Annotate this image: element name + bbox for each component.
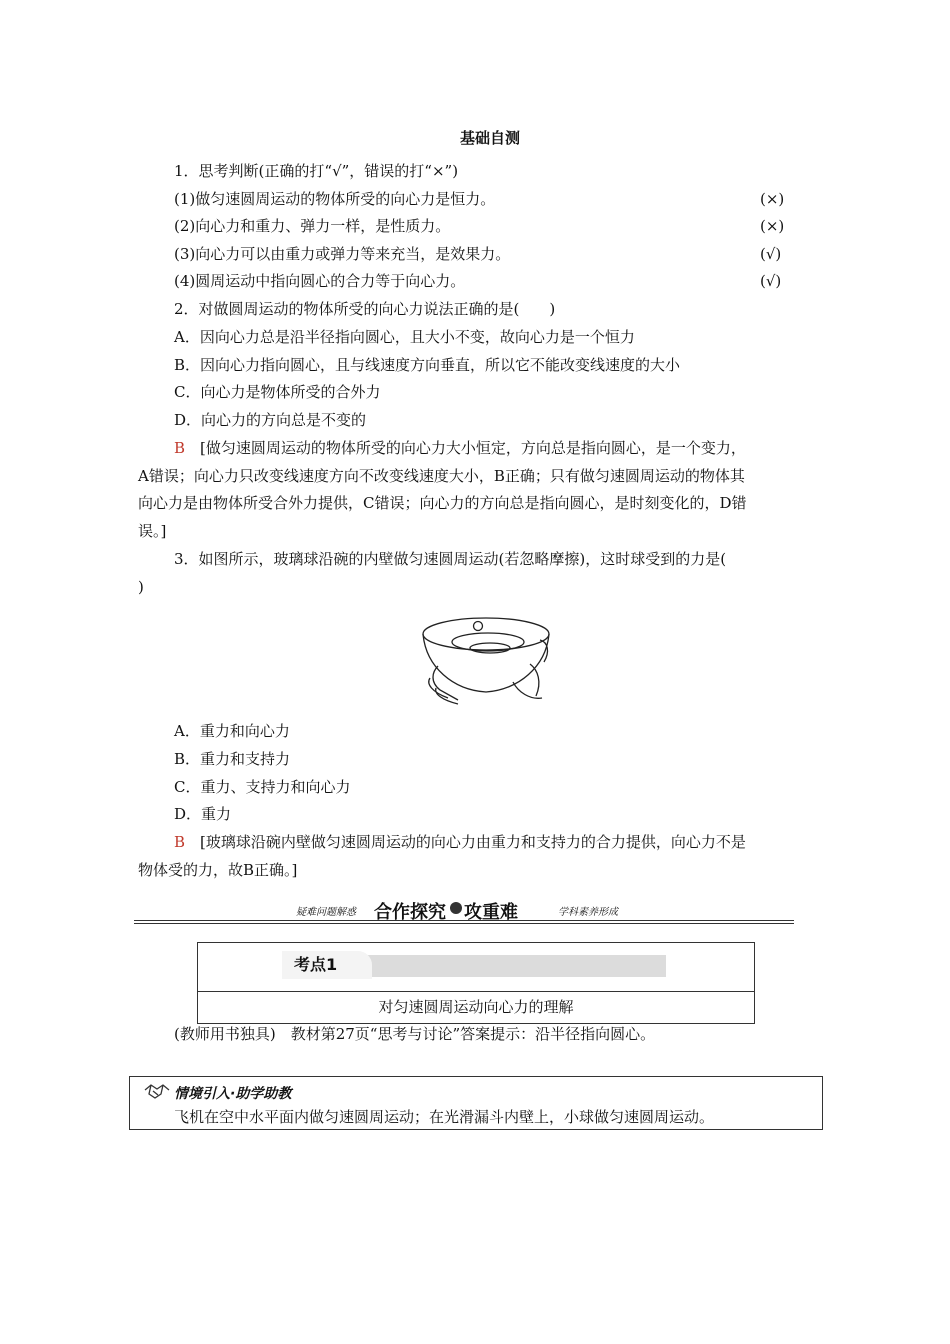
q1-stem: 1．思考判断(正确的打“√”，错误的打“×”) — [174, 162, 459, 180]
banner-right-text: 学科素养形成 — [558, 907, 618, 918]
kaodian-tag: 考点1 — [282, 951, 372, 979]
q2-option-b: B．因向心力指向圆心，且与线速度方向垂直，所以它不能改变线速度的大小 — [174, 356, 681, 374]
q2-explain-line-4: 误。] — [138, 522, 167, 540]
q2-explain-line-2: A错误；向心力只改变线速度方向不改变线速度大小，B正确；只有做匀速圆周运动的物体其 — [138, 467, 745, 485]
q1-item-1-mark: (×) — [760, 190, 785, 208]
q2-explain-line-3: 向心力是由物体所受合外力提供，C错误；向心力的方向总是指向圆心，是时刻变化的，D错 — [138, 494, 747, 512]
q2-option-d: D．向心力的方向总是不变的 — [174, 411, 367, 429]
section-header-title: 基础自测 — [424, 127, 556, 148]
q3-stem-line-2: ) — [138, 578, 144, 596]
q1-item-4-mark: (√) — [760, 272, 782, 290]
q3-option-a: A．重力和向心力 — [174, 722, 290, 740]
q1-item-3-mark: (√) — [760, 245, 782, 263]
kaodian-box — [197, 942, 755, 1024]
q2-option-a: A．因向心力总是沿半径指向圆心，且大小不变，故向心力是一个恒力 — [174, 328, 635, 346]
q2-explain-line-1: [做匀速圆周运动的物体所受的向心力大小恒定，方向总是指向圆心，是一个变力， — [200, 439, 746, 457]
q1-item-2-mark: (×) — [760, 217, 785, 235]
q3-answer: B — [174, 833, 186, 851]
teacher-note: (教师用书独具) 教材第27页“思考与讨论”答案提示：沿半径指向圆心。 — [174, 1025, 656, 1043]
q1-item-3: (3)向心力可以由重力或弹力等来充当，是效果力。 — [174, 245, 511, 263]
q3-option-d: D．重力 — [174, 805, 232, 823]
q2-stem: 2．对做圆周运动的物体所受的向心力说法正确的是( ) — [174, 300, 556, 318]
q2-answer: B — [174, 439, 186, 457]
q3-explain-line-2: 物体受的力，故B正确。] — [138, 861, 298, 879]
q3-option-b: B．重力和支持力 — [174, 750, 291, 768]
q1-item-1: (1)做匀速圆周运动的物体所受的向心力是恒力。 — [174, 190, 496, 208]
section-banner — [134, 898, 794, 924]
banner-main-b: 攻重难 — [464, 902, 518, 923]
qingjing-title: 情境引入·助学助教 — [174, 1086, 292, 1102]
q3-option-c: C．重力、支持力和向心力 — [174, 778, 351, 796]
handshake-icon — [144, 1082, 170, 1100]
banner-left-text: 疑难问题解惑 — [296, 907, 356, 918]
q1-item-2: (2)向心力和重力、弹力一样，是性质力。 — [174, 217, 451, 235]
bowl-figure — [418, 612, 554, 710]
kaodian-title: 对匀速圆周运动向心力的理解 — [198, 991, 754, 1022]
q2-option-c: C．向心力是物体所受的合外力 — [174, 383, 381, 401]
arrow-circle-icon — [450, 902, 462, 914]
qingjing-box — [129, 1076, 823, 1130]
q1-item-4: (4)圆周运动中指向圆心的合力等于向心力。 — [174, 272, 466, 290]
q3-stem-line-1: 3．如图所示，玻璃球沿碗的内壁做匀速圆周运动(若忽略摩擦)，这时球受到的力是( — [174, 550, 727, 568]
q3-explain-line-1: [玻璃球沿碗内壁做匀速圆周运动的向心力由重力和支持力的合力提供，向心力不是 — [200, 833, 746, 851]
banner-main-a: 合作探究 — [374, 902, 446, 923]
section-header — [424, 126, 556, 148]
qingjing-body: 飞机在空中水平面内做匀速圆周运动；在光滑漏斗内壁上，小球做匀速圆周运动。 — [174, 1108, 715, 1126]
